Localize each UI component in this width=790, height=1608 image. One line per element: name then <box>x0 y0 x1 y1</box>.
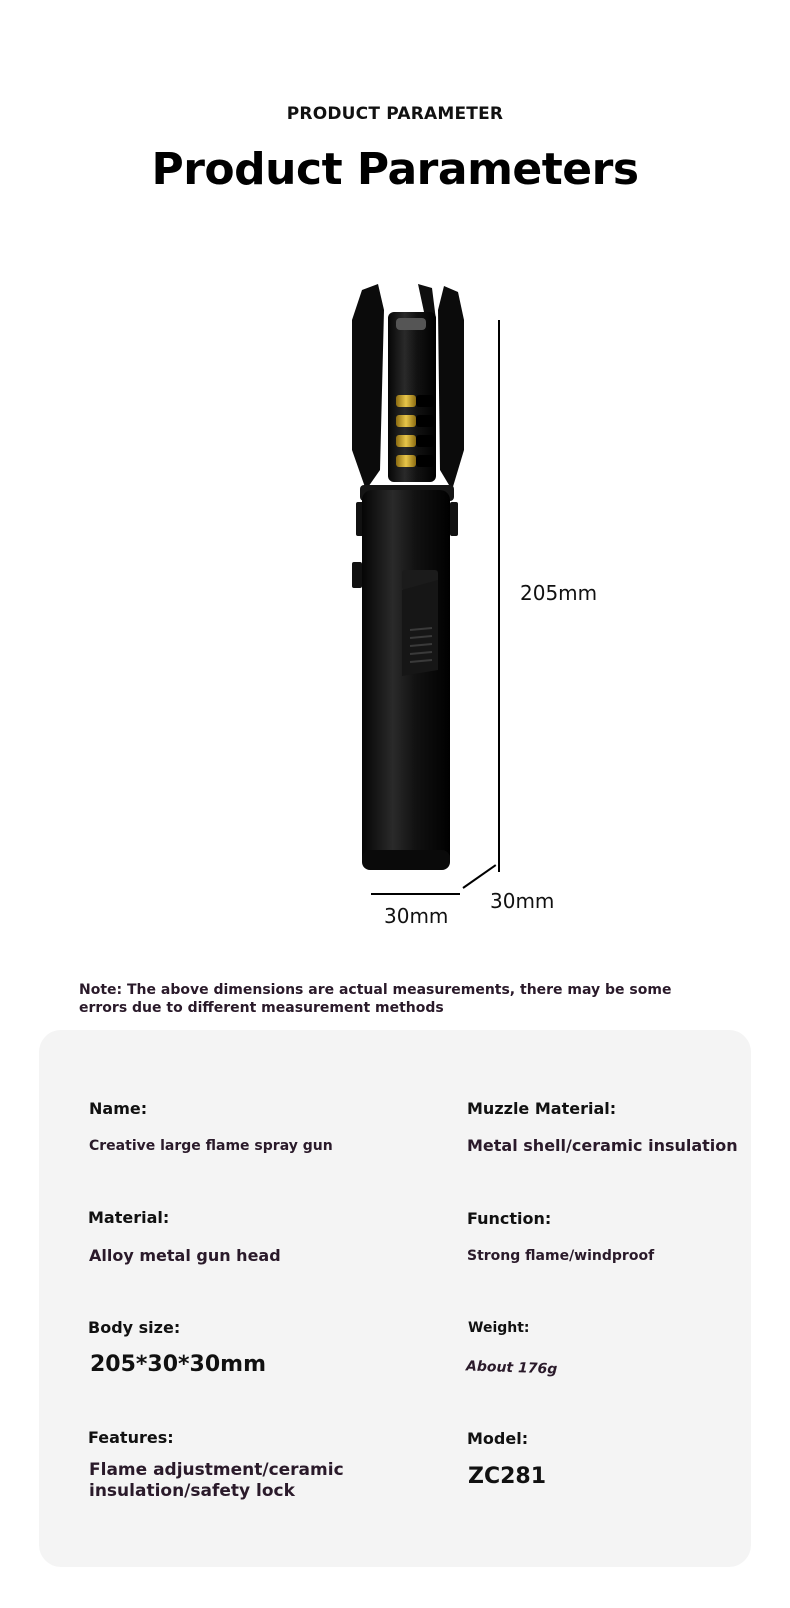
depth-dimension-label: 30mm <box>490 889 555 913</box>
spec-body-size-label: Body size: <box>88 1318 181 1337</box>
spec-model-label: Model: <box>467 1429 529 1448</box>
height-dimension-line <box>498 320 500 872</box>
spec-function-label: Function: <box>467 1209 552 1228</box>
spec-muzzle-material-label: Muzzle Material: <box>467 1099 617 1118</box>
spec-name-value: Creative large flame spray gun <box>89 1138 333 1154</box>
measurement-note: Note: The above dimensions are actual measurements, there may be some errors due to different measurement methods <box>79 982 672 1016</box>
spec-card <box>39 1030 751 1567</box>
spec-material-value: Alloy metal gun head <box>89 1246 281 1265</box>
spec-name-label: Name: <box>89 1099 148 1118</box>
width-dimension-line <box>371 893 460 895</box>
spec-function-value: Strong flame/windproof <box>467 1248 655 1264</box>
spec-weight-value: About 176g <box>465 1358 558 1378</box>
product-image-torch-lighter <box>340 280 480 880</box>
spec-muzzle-material-value: Metal shell/ceramic insulation <box>467 1136 738 1155</box>
spec-material-label: Material: <box>88 1208 170 1227</box>
width-dimension-label: 30mm <box>384 904 449 928</box>
height-dimension-label: 205mm <box>520 581 598 605</box>
spec-features-label: Features: <box>88 1428 174 1447</box>
spec-features-value: Flame adjustment/ceramic insulation/safety lock <box>89 1460 344 1501</box>
section-subtitle: PRODUCT PARAMETER <box>286 104 504 124</box>
spec-weight-label: Weight: <box>468 1320 530 1336</box>
page-title: Product Parameters <box>151 144 639 195</box>
spec-body-size-value: 205*30*30mm <box>90 1352 267 1377</box>
spec-model-value: ZC281 <box>468 1464 547 1489</box>
